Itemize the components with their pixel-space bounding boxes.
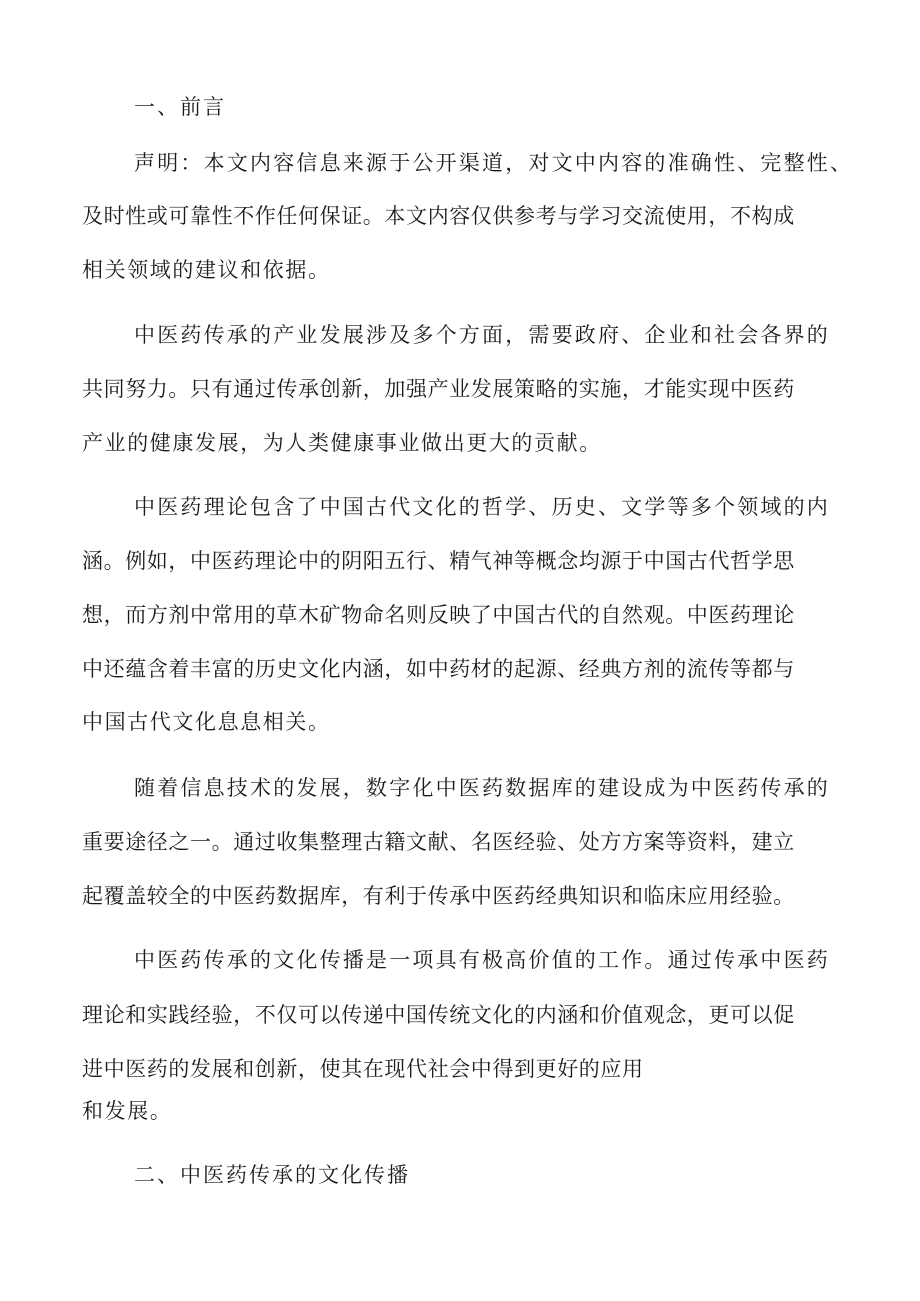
paragraph-line: 和发展。 bbox=[82, 1099, 173, 1123]
paragraph-line: 共同努力。只有通过传承创新，加强产业发展策略的实施，才能实现中医药 bbox=[82, 377, 795, 401]
paragraph-line: 想，而方剂中常用的草木矿物命名则反映了中国古代的自然观。中医药理论 bbox=[82, 603, 795, 627]
section-heading-cultural-dissemination: 二、中医药传承的文化传播 bbox=[134, 1163, 410, 1187]
paragraph-line: 中医药理论包含了中国古代文化的哲学、历史、文学等多个领域的内 bbox=[134, 495, 830, 519]
paragraph-line: 中国古代文化息息相关。 bbox=[82, 710, 331, 734]
paragraph-line: 中医药传承的产业发展涉及多个方面，需要政府、企业和社会各界的 bbox=[134, 323, 830, 347]
paragraph-line: 涵。例如，中医药理论中的阴阳五行、精气神等概念均源于中国古代哲学思 bbox=[82, 549, 795, 573]
paragraph-line: 重要途径之一。通过收集整理古籍文献、名医经验、处方方案等资料，建立 bbox=[82, 830, 795, 854]
paragraph-line: 中还蕴含着丰富的历史文化内涵，如中药材的起源、经典方剂的流传等都与 bbox=[82, 657, 795, 681]
paragraph-line: 起覆盖较全的中医药数据库，有利于传承中医药经典知识和临床应用经验。 bbox=[82, 884, 795, 908]
paragraph-line: 及时性或可靠性不作任何保证。本文内容仅供参考与学习交流使用，不构成 bbox=[82, 204, 795, 228]
paragraph-line: 理论和实践经验，不仅可以传递中国传统文化的内涵和价值观念，更可以促 bbox=[82, 1003, 795, 1027]
paragraph-line: 相关领域的建议和依据。 bbox=[82, 258, 331, 282]
paragraph-line: 产业的健康发展，为人类健康事业做出更大的贡献。 bbox=[82, 431, 602, 455]
section-heading-preface: 一、前言 bbox=[134, 95, 226, 119]
paragraph-line: 中医药传承的文化传播是一项具有极高价值的工作。通过传承中医药 bbox=[134, 948, 830, 972]
paragraph-line: 随着信息技术的发展，数字化中医药数据库的建设成为中医药传承的 bbox=[134, 776, 830, 800]
paragraph-line: 声明：本文内容信息来源于公开渠道，对文中内容的准确性、完整性、 bbox=[134, 151, 854, 175]
paragraph-line: 进中医药的发展和创新，使其在现代社会中得到更好的应用 bbox=[82, 1057, 644, 1081]
